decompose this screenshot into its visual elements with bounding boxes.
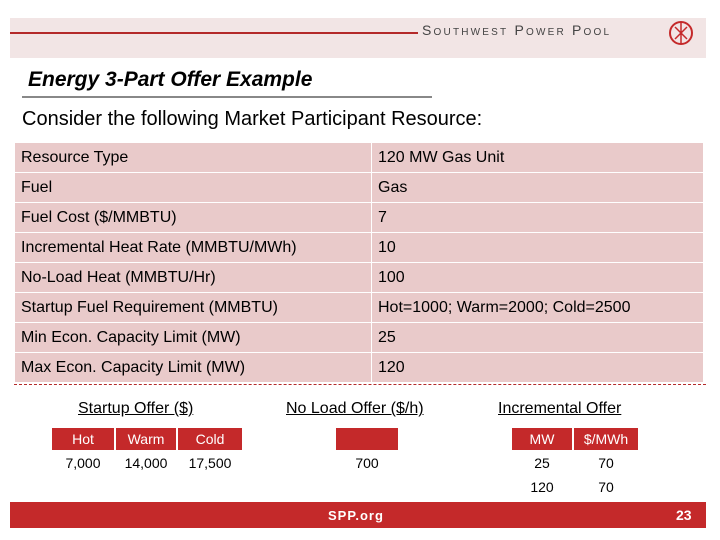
startup-value-warm: 14,000 [124, 455, 168, 471]
incremental-offer-title: Incremental Offer [498, 400, 622, 417]
row-label: Min Econ. Capacity Limit (MW) [15, 323, 372, 353]
row-label: No-Load Heat (MMBTU/Hr) [15, 263, 372, 293]
startup-header-hot: Hot [52, 428, 114, 450]
resource-table [14, 142, 704, 383]
title-underline [22, 96, 432, 98]
page-number: 23 [676, 507, 692, 523]
table-row [15, 353, 704, 383]
section-divider [14, 384, 706, 385]
header-rule [10, 32, 418, 34]
no-load-header [336, 428, 398, 450]
row-label: Fuel [15, 173, 372, 203]
startup-offer-title: Startup Offer ($) [78, 400, 194, 417]
row-label: Resource Type [15, 143, 372, 173]
table-row [15, 293, 704, 323]
no-load-offer-title: No Load Offer ($/h) [286, 400, 424, 417]
incremental-header-price: $/MWh [574, 428, 638, 450]
startup-header-warm: Warm [116, 428, 176, 450]
incremental-price-2: 70 [598, 479, 614, 495]
row-value: 120 [372, 353, 704, 383]
table-row [15, 173, 704, 203]
row-value: 10 [372, 233, 704, 263]
table-row [15, 323, 704, 353]
no-load-value: 700 [355, 455, 379, 471]
startup-value-hot: 7,000 [65, 455, 101, 471]
row-value: 100 [372, 263, 704, 293]
incremental-mw-1: 25 [534, 455, 550, 471]
table-row [15, 203, 704, 233]
footer-site-link[interactable]: SPP.org [328, 508, 384, 523]
incremental-price-1: 70 [598, 455, 614, 471]
row-label: Startup Fuel Requirement (MMBTU) [15, 293, 372, 323]
slide-subtitle: Consider the following Market Participant Resource: [22, 108, 483, 130]
incremental-mw-2: 120 [530, 479, 554, 495]
row-label: Incremental Heat Rate (MMBTU/MWh) [15, 233, 372, 263]
row-value: 25 [372, 323, 704, 353]
startup-value-cold: 17,500 [188, 455, 232, 471]
table-row [15, 263, 704, 293]
row-value: Hot=1000; Warm=2000; Cold=2500 [372, 293, 704, 323]
row-value: Gas [372, 173, 704, 203]
incremental-header-mw: MW [512, 428, 572, 450]
brand-name: Southwest Power Pool [422, 22, 612, 38]
row-value: 7 [372, 203, 704, 233]
table-row [15, 233, 704, 263]
startup-header-cold: Cold [178, 428, 242, 450]
spp-logo-icon [668, 18, 694, 48]
row-value: 120 MW Gas Unit [372, 143, 704, 173]
table-row [15, 143, 704, 173]
row-label: Fuel Cost ($/MMBTU) [15, 203, 372, 233]
slide-title: Energy 3-Part Offer Example [28, 68, 313, 91]
row-label: Max Econ. Capacity Limit (MW) [15, 353, 372, 383]
